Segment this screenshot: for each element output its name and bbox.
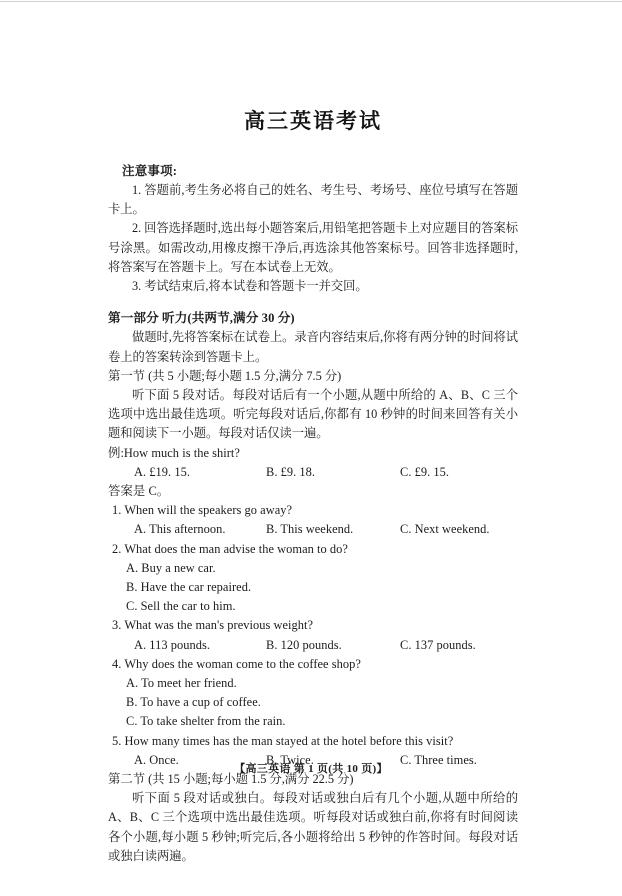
- question-5-option-a[interactable]: A. Once.: [134, 752, 179, 767]
- question-5-option-c[interactable]: C. Three times.: [400, 752, 477, 767]
- page-content: [108, 104, 518, 866]
- page-title: 高三英语考试: [244, 109, 382, 133]
- question-2-prompt: 2. What does the man advise the woman to do?: [112, 541, 348, 556]
- page-top-divider: [0, 1, 622, 2]
- question-4-prompt: 4. Why does the woman come to the coffee shop?: [112, 656, 361, 671]
- question-2-option-a[interactable]: A. Buy a new car.: [126, 560, 216, 575]
- question-1-option-a[interactable]: A. This afternoon.: [134, 522, 226, 537]
- question-4-option-c[interactable]: C. To take shelter from the rain.: [126, 714, 286, 729]
- question-5-prompt: 5. How many times has the man stayed at the hotel before this visit?: [112, 733, 454, 748]
- section-one-instruction: 听下面 5 段对话。每段对话后有一个小题,从题中所给的 A、B、C 三个选项中选出最佳选项。听完每段对话后,你都有 10 秒钟的时间来回答有关小题和阅读下一小题。每段对话仅读一遍。: [108, 388, 518, 441]
- section-two-instruction: 听下面 5 段对话或独白。每段对话或独白后有几个小题,从题中所给的 A、B、C 三个选项中选出最佳选项。听每段对话或独白前,你将有时间阅读各个小题,每小题 5 秒钟;听完后,各小题将给出 5 秒钟的作答时间。每段对话或独白读两遍。: [108, 791, 518, 863]
- notice-item-3: 3. 考试结束后,将本试卷和答题卡一并交回。: [132, 279, 368, 294]
- section-one-heading: 第一节 (共 5 小题;每小题 1.5 分,满分 7.5 分): [108, 368, 342, 383]
- question-4-option-b[interactable]: B. To have a cup of coffee.: [126, 695, 261, 710]
- notice-item-1: 1. 答题前,考生务必将自己的姓名、考生号、考场号、座位号填写在答题卡上。: [108, 183, 518, 217]
- section-two-heading: 第二节 (共 15 小题;每小题 1.5 分,满分 22.5 分): [108, 772, 354, 787]
- notice-heading: 注意事项:: [122, 164, 178, 178]
- example-option-c: C. £9. 15.: [400, 464, 450, 479]
- question-4-option-a[interactable]: A. To meet her friend.: [126, 676, 237, 691]
- page-footer: 【高三英语 第 1 页(共 10 页)】: [234, 763, 388, 775]
- question-5-option-b[interactable]: B. Twice.: [266, 752, 314, 767]
- part-one-intro: 做题时,先将答案标在试卷上。录音内容结束后,你将有两分钟的时间将试卷上的答案转涂到答题卡上。: [108, 330, 518, 364]
- question-2-option-b[interactable]: B. Have the car repaired.: [126, 580, 252, 595]
- notice-item-2: 2. 回答选择题时,选出每小题答案后,用铅笔把答题卡上对应题目的答案标号涂黑。如需改动,用橡皮擦干净后,再选涂其他答案标号。回答非选择题时,将答案写在答题卡上。写在本试卷上无效。: [108, 221, 518, 274]
- question-3-option-c[interactable]: C. 137 pounds.: [400, 637, 476, 652]
- example-option-a: A. £19. 15.: [134, 464, 190, 479]
- question-3-options: [108, 636, 518, 655]
- question-3-option-b[interactable]: B. 120 pounds.: [266, 637, 342, 652]
- example-options: [108, 463, 518, 482]
- question-1-option-b[interactable]: B. This weekend.: [266, 522, 354, 537]
- part-one-heading: 第一部分 听力(共两节,满分 30 分): [108, 311, 295, 326]
- question-1-options: [108, 520, 518, 539]
- question-1-option-c[interactable]: C. Next weekend.: [400, 522, 490, 537]
- example-option-b: B. £9. 18.: [266, 464, 316, 479]
- example-prompt: 例:How much is the shirt?: [108, 445, 240, 460]
- question-3-prompt: 3. What was the man's previous weight?: [112, 618, 314, 633]
- example-answer: 答案是 C。: [108, 484, 170, 499]
- question-1-prompt: 1. When will the speakers go away?: [112, 503, 293, 518]
- question-3-option-a[interactable]: A. 113 pounds.: [134, 637, 210, 652]
- question-2-option-c[interactable]: C. Sell the car to him.: [126, 599, 236, 614]
